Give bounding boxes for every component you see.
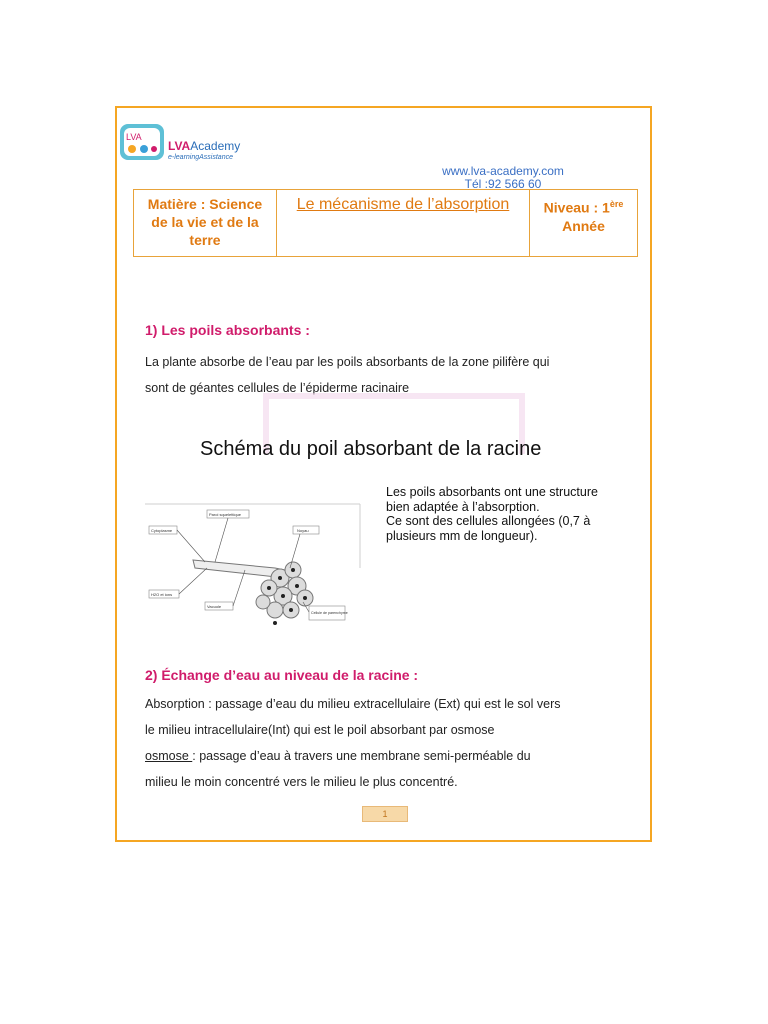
label-cytoplasm: Cytoplasme <box>151 528 173 533</box>
section1-title: 1) Les poils absorbants : <box>145 322 310 338</box>
section2-text: Absorption : passage d’eau du milieu extracellulaire (Ext) qui est le sol vers le milieu intracellulaire(Int) qui est le poil absorbant par osmose osmose : passage d’eau à travers une membrane semi-perméable du milieu le moin concentré vers le milieu le plus concentré. <box>145 697 561 789</box>
section1-text: La plante absorbe de l’eau par les poils absorbants de la zone pilifère qui sont de géantes cellules de l’épiderme racinaire <box>145 355 550 395</box>
subject-cell: Matière : Science de la vie et de la terre <box>134 190 277 257</box>
contact-block <box>433 165 573 191</box>
osmose-term: osmose <box>145 749 193 763</box>
label-wall: Paroi squelettique <box>209 512 242 517</box>
website-text: www.lva-academy.com <box>442 164 564 178</box>
logo-tagline: e-learningAssistance <box>168 154 233 161</box>
title-cell <box>277 190 530 257</box>
logo-brand: LVAAcademy <box>168 139 241 153</box>
root-hair-diagram <box>145 498 367 630</box>
schema-title: Schéma du poil absorbant de la racine <box>200 438 542 460</box>
header-table <box>133 189 638 257</box>
logo-emblem-letters: LVA <box>126 132 142 142</box>
level-cell: Niveau : 1ère Année <box>530 190 638 257</box>
section2-title: 2) Échange d’eau au niveau de la racine : <box>145 667 419 683</box>
label-parenchyma: Cellule de parenchyme <box>311 611 348 615</box>
phone-text: Tél :92 566 60 <box>464 177 542 191</box>
label-nucleus: Noyau <box>297 528 309 533</box>
label-vacuole: Vacuole <box>207 604 222 609</box>
lesson-title: Le mécanisme de l’absorption <box>296 196 510 213</box>
schema-description: Les poils absorbants ont une structure bien adaptée à l’absorption. Ce sont des cellules allongées (0,7 à plusieurs mm de longueur). <box>386 485 598 543</box>
label-water: H2O et ions <box>151 592 173 597</box>
page-number: 1 <box>362 806 408 822</box>
